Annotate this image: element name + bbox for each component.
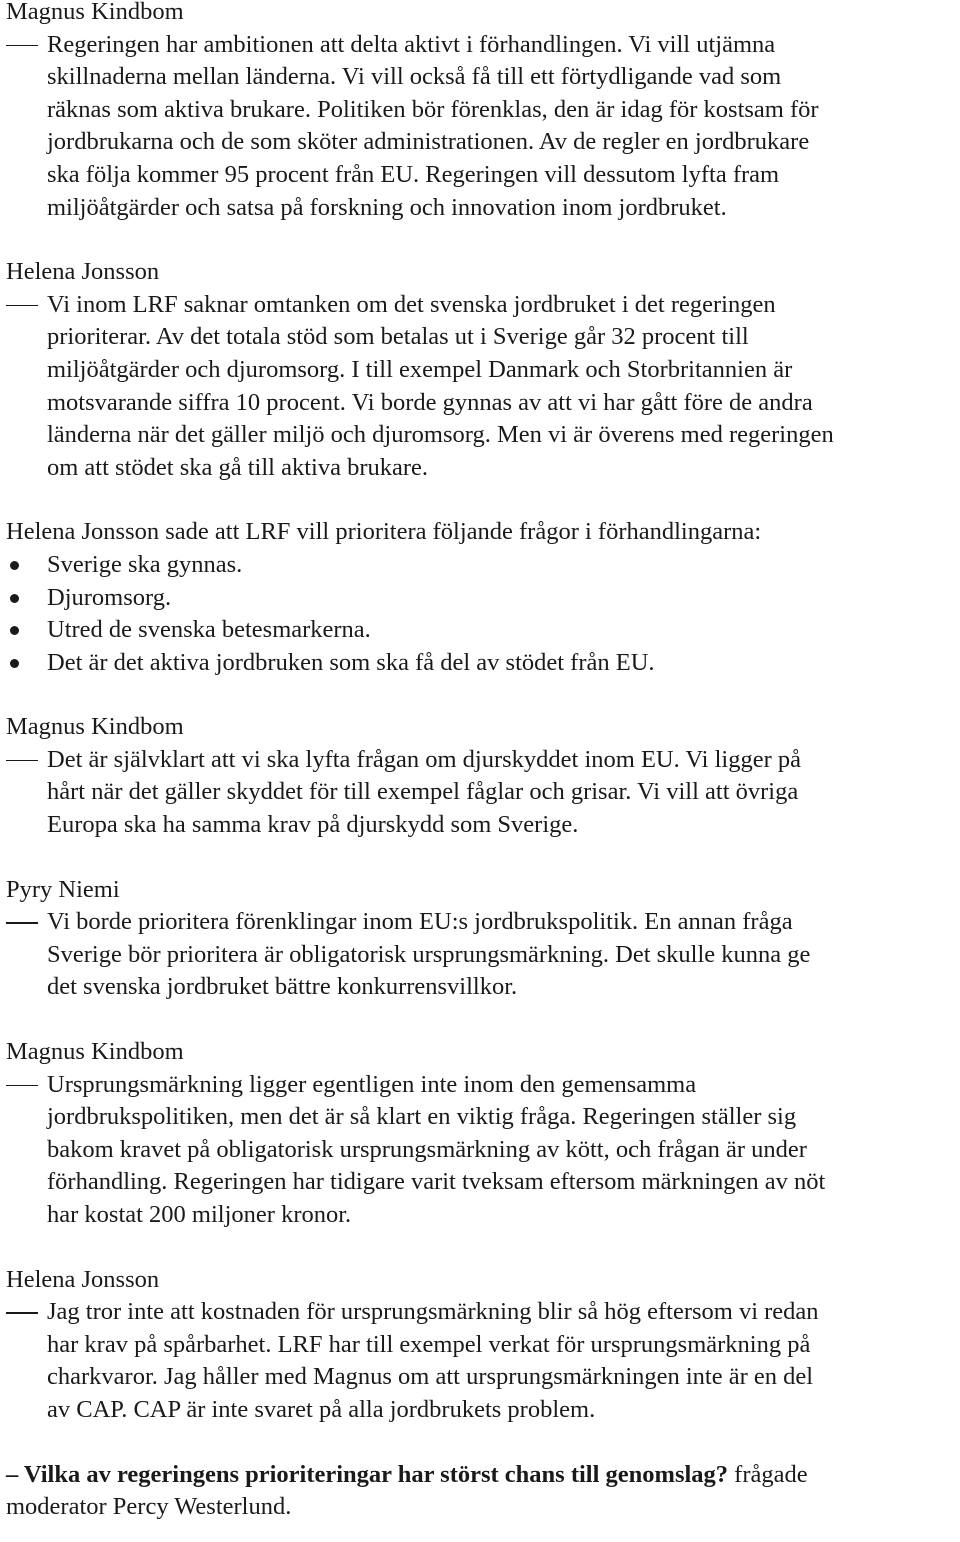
speaker-name: Pyry Niemi bbox=[6, 875, 120, 903]
speech-block bbox=[0, 0, 960, 224]
speaker-name: Magnus Kindbom bbox=[6, 0, 184, 25]
dash-marker bbox=[6, 305, 38, 307]
list-item: Sverige ska gynnas. bbox=[0, 549, 960, 582]
speech-block bbox=[0, 1036, 960, 1232]
bullet-list bbox=[0, 549, 960, 679]
speech-block bbox=[0, 711, 960, 841]
summary-intro: Helena Jonsson sade att LRF vill prioritera följande frågor i förhandlingarna: bbox=[6, 518, 762, 546]
speech-text: Regeringen har ambitionen att delta aktivt i förhandlingen. Vi vill utjämna skillnaderna mellan länderna. Vi vill också få till ett förtydligande vad som räknas som aktiva brukare. Politiken bör förenklas, den är idag för kostsam för jordbrukarna och de som sköter administrationen. Av de regler en jordbrukare ska följa kommer 95 procent från EU. Regeringen vill dessutom lyfta fram miljöåtgärder och satsa på forskning och innovation inom jordbruket. bbox=[0, 29, 960, 225]
speech-text: Ursprungsmärkning ligger egentligen inte inom den gemensamma jordbrukspolitiken, men det är så klart en viktig fråga. Regeringen ställer sig bakom kravet på obligatorisk ursprungsmärkning av kött, och frågan är under förhandling. Regeringen har tidigare varit tveksam eftersom märkningen av nöt har kostat 200 miljoner kronor. bbox=[0, 1069, 960, 1232]
dash-marker bbox=[6, 760, 38, 762]
list-item: Det är det aktiva jordbruken som ska få del av stödet från EU. bbox=[0, 647, 960, 680]
speech-text: Jag tror inte att kostnaden för ursprungsmärkning blir så hög eftersom vi redan har krav på spårbarhet. LRF har till exempel verkat för ursprungsmärkning på charkvaror. Jag håller med Magnus om att ursprungsmärkningen inte är en del av CAP. CAP är inte svaret på alla jordbrukets problem. bbox=[0, 1296, 960, 1426]
bullet-icon bbox=[10, 561, 19, 570]
speaker-name: Helena Jonsson bbox=[6, 1265, 160, 1293]
speech-text: Vi borde prioritera förenklingar inom EU:s jordbrukspolitik. En annan fråga Sverige bör prioritera är obligatorisk ursprungsmärkning. Det skulle kunna ge det svenska jordbruket bättre konkurrensvillkor. bbox=[0, 906, 960, 1004]
speech-block bbox=[0, 256, 960, 484]
moderator-question bbox=[0, 1459, 960, 1524]
moderator-name: moderator Percy Westerlund. bbox=[6, 1493, 292, 1521]
speech-text: Vi inom LRF saknar omtanken om det svenska jordbruket i det regeringen prioriterar. Av det totala stöd som betalas ut i Sverige går 32 procent till miljöåtgärder och djuromsorg. I till exempel Danmark och Storbritannien är motsvarande siffra 10 procent. Vi borde gynnas av att vi har gått före de andra länderna när det gäller miljö och djuromsorg. Men vi är överens med regeringen om att stödet ska gå till aktiva brukare. bbox=[0, 289, 960, 485]
bullet-icon bbox=[10, 626, 19, 635]
speaker-name: Magnus Kindbom bbox=[6, 1038, 184, 1066]
dash-marker bbox=[6, 922, 38, 924]
speaker-name: Magnus Kindbom bbox=[6, 713, 184, 741]
speaker-name: Helena Jonsson bbox=[6, 258, 160, 286]
question-attribution: frågade bbox=[728, 1460, 808, 1488]
priority-summary bbox=[0, 516, 960, 679]
speech-text: Det är självklart att vi ska lyfta frågan om djurskyddet inom EU. Vi ligger på hårt när det gäller skyddet för till exempel fåglar och grisar. Vi vill att övriga Europa ska ha samma krav på djurskydd som Sverige. bbox=[0, 744, 960, 842]
speech-block bbox=[0, 874, 960, 1004]
list-item: Djuromsorg. bbox=[0, 582, 960, 615]
speech-block bbox=[0, 1264, 960, 1427]
dash-marker bbox=[6, 45, 38, 47]
list-item: Utred de svenska betesmarkerna. bbox=[0, 614, 960, 647]
bullet-icon bbox=[10, 659, 19, 668]
bullet-icon bbox=[10, 594, 19, 603]
dash-marker bbox=[6, 1085, 38, 1087]
dash-marker bbox=[6, 1312, 38, 1314]
question-text: – Vilka av regeringens prioriteringar har störst chans till genomslag? bbox=[6, 1460, 729, 1488]
